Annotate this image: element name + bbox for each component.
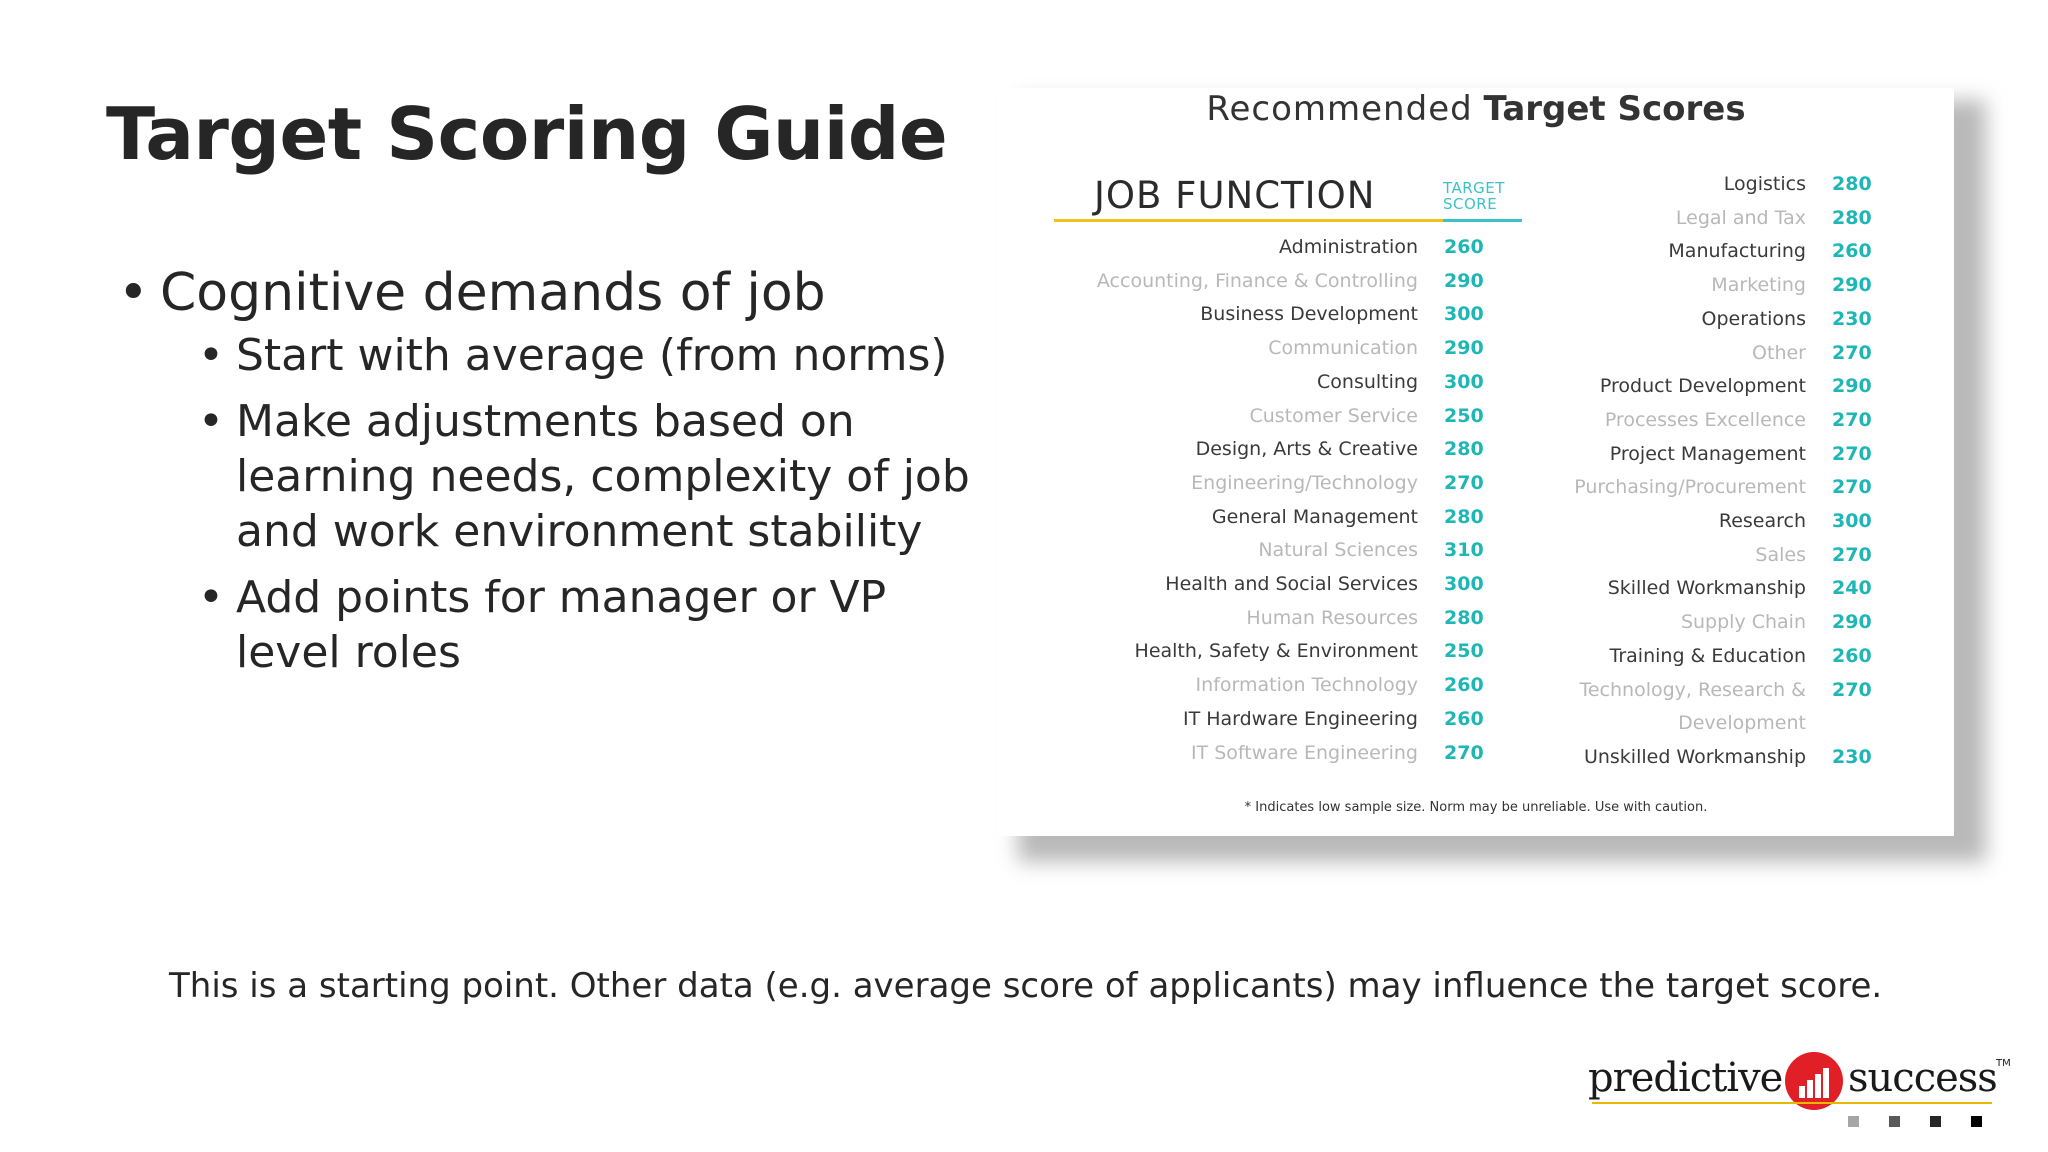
job-score: 250 [1444, 404, 1484, 427]
job-score: 240 [1832, 577, 1872, 600]
scores-heading [998, 88, 1954, 130]
logo-square [1971, 1116, 1982, 1127]
logo-square [1930, 1116, 1941, 1127]
job-name: Operations [1701, 307, 1806, 330]
job-row [998, 269, 1886, 301]
job-score: 290 [1444, 337, 1484, 360]
job-name: Business Development [1200, 303, 1418, 326]
job-name: Accounting, Finance & Controlling [1096, 269, 1418, 292]
job-name: Unskilled Workmanship [1583, 745, 1806, 768]
job-name: Administration [1278, 236, 1418, 258]
logo-trademark: TM [1996, 1058, 2011, 1069]
job-name: Communication [1268, 337, 1418, 360]
job-name: Health, Safety & Environment [1134, 640, 1418, 663]
job-row [998, 168, 1886, 200]
sub-bullet: • Make adjustments based on learning needs, complexity of job and work environment stability [198, 394, 978, 559]
job-score: 260 [1444, 674, 1484, 697]
logo-square [1889, 1116, 1900, 1127]
job-score: 290 [1832, 611, 1872, 634]
job-score: 270 [1832, 408, 1872, 431]
job-name: Consulting [1317, 370, 1418, 393]
job-row [998, 539, 1886, 571]
job-name: Health and Social Services [1165, 573, 1418, 595]
logo-word-success: success [1848, 1055, 1997, 1101]
job-score: 270 [1832, 678, 1872, 701]
job-score: 260 [1444, 236, 1484, 258]
job-score: 270 [1832, 341, 1872, 364]
job-score: 260 [1444, 707, 1484, 730]
logo-bar [1815, 1074, 1821, 1098]
job-name: Other [1752, 341, 1806, 364]
job-score: 270 [1832, 476, 1872, 499]
job-name: Logistics [1723, 173, 1806, 195]
job-row [998, 202, 1886, 234]
job-row [998, 303, 1886, 335]
job-name: Skilled Workmanship [1607, 577, 1806, 600]
job-row [998, 674, 1886, 706]
job-row [998, 572, 1886, 604]
job-name: General Management [1211, 505, 1418, 528]
job-name: Legal and Tax [1675, 206, 1806, 229]
job-row [998, 337, 1886, 369]
job-score: 300 [1444, 573, 1484, 595]
job-score: 270 [1444, 471, 1484, 494]
job-row [998, 370, 1886, 402]
logo-word-predictive: predictive [1588, 1055, 1783, 1101]
job-name: Development [1678, 712, 1806, 735]
job-name: Research [1718, 510, 1806, 532]
job-name: Technology, Research & [1579, 678, 1806, 701]
job-score: 270 [1832, 543, 1872, 566]
job-score: 280 [1444, 606, 1484, 629]
logo-bar [1799, 1086, 1805, 1098]
job-name: Processes Excellence [1604, 408, 1806, 431]
job-row [998, 640, 1886, 672]
predictive-success-logo [1588, 1050, 2011, 1130]
job-row [998, 505, 1886, 537]
logo-underline [1592, 1102, 1992, 1104]
scores-footnote: * Indicates low sample size. Norm may be unreliable. Use with caution. [1244, 800, 1708, 815]
logo-square [1848, 1116, 1859, 1127]
scores-heading-bold: Target Scores [1483, 89, 1746, 129]
bottom-note: This is a starting point. Other data (e.g. average score of applicants) may influence the target score. [169, 966, 1883, 1006]
logo-bar [1807, 1080, 1813, 1098]
job-name: IT Hardware Engineering [1182, 707, 1418, 730]
job-name: Training & Education [1609, 644, 1806, 667]
job-score: 280 [1444, 505, 1484, 528]
slide-title: Target Scoring Guide [106, 92, 948, 176]
job-row [998, 235, 1886, 267]
job-score: 290 [1444, 269, 1484, 292]
job-score: 270 [1832, 442, 1872, 465]
job-row [998, 606, 1886, 638]
job-name: Supply Chain [1680, 611, 1806, 634]
job-score: 260 [1832, 240, 1872, 263]
job-score: 300 [1444, 370, 1484, 393]
job-score: 230 [1832, 307, 1872, 330]
job-row [998, 404, 1886, 436]
job-name: Human Resources [1246, 606, 1418, 629]
job-row [998, 471, 1886, 503]
job-score: 280 [1444, 438, 1484, 461]
logo-bar [1823, 1068, 1829, 1098]
job-name: IT Software Engineering [1190, 741, 1418, 764]
target-scores-image [998, 88, 1954, 836]
sub-bullet-list [198, 328, 978, 680]
job-name: Purchasing/Procurement [1574, 476, 1806, 499]
job-name: Information Technology [1195, 674, 1418, 697]
job-name: Project Management [1609, 442, 1806, 465]
job-score: 310 [1444, 539, 1484, 562]
job-name: Sales [1755, 543, 1806, 566]
target-score-header-line1: TARGET [1443, 179, 1505, 197]
job-score: 250 [1444, 640, 1484, 663]
job-name: Marketing [1711, 274, 1806, 297]
job-function-header: JOB FUNCTION [1094, 174, 1376, 217]
target-score-header-line2: SCORE [1443, 195, 1498, 213]
job-name: Manufacturing [1668, 240, 1806, 263]
job-name: Engineering/Technology [1191, 471, 1418, 494]
bullet-list [118, 258, 978, 691]
scores-heading-light: Recommended [1206, 89, 1473, 129]
job-name: Customer Service [1249, 404, 1418, 427]
job-row [998, 438, 1886, 470]
job-score: 230 [1832, 745, 1872, 768]
sub-bullet: • Start with average (from norms) [198, 328, 978, 383]
job-score: 260 [1832, 644, 1872, 667]
job-score: 300 [1832, 510, 1872, 532]
job-score: 290 [1832, 375, 1872, 398]
job-row [998, 707, 1886, 739]
sub-bullet: • Add points for manager or VP level roles [198, 570, 978, 680]
bullet-main: • Cognitive demands of job [118, 258, 978, 328]
job-score: 280 [1832, 206, 1872, 229]
job-row [998, 741, 1886, 773]
job-score: 290 [1832, 274, 1872, 297]
job-score: 280 [1832, 173, 1872, 195]
job-score: 300 [1444, 303, 1484, 326]
job-name: Natural Sciences [1258, 539, 1418, 562]
job-score: 270 [1444, 741, 1484, 764]
job-name: Product Development [1599, 375, 1806, 398]
job-name: Design, Arts & Creative [1195, 438, 1418, 461]
